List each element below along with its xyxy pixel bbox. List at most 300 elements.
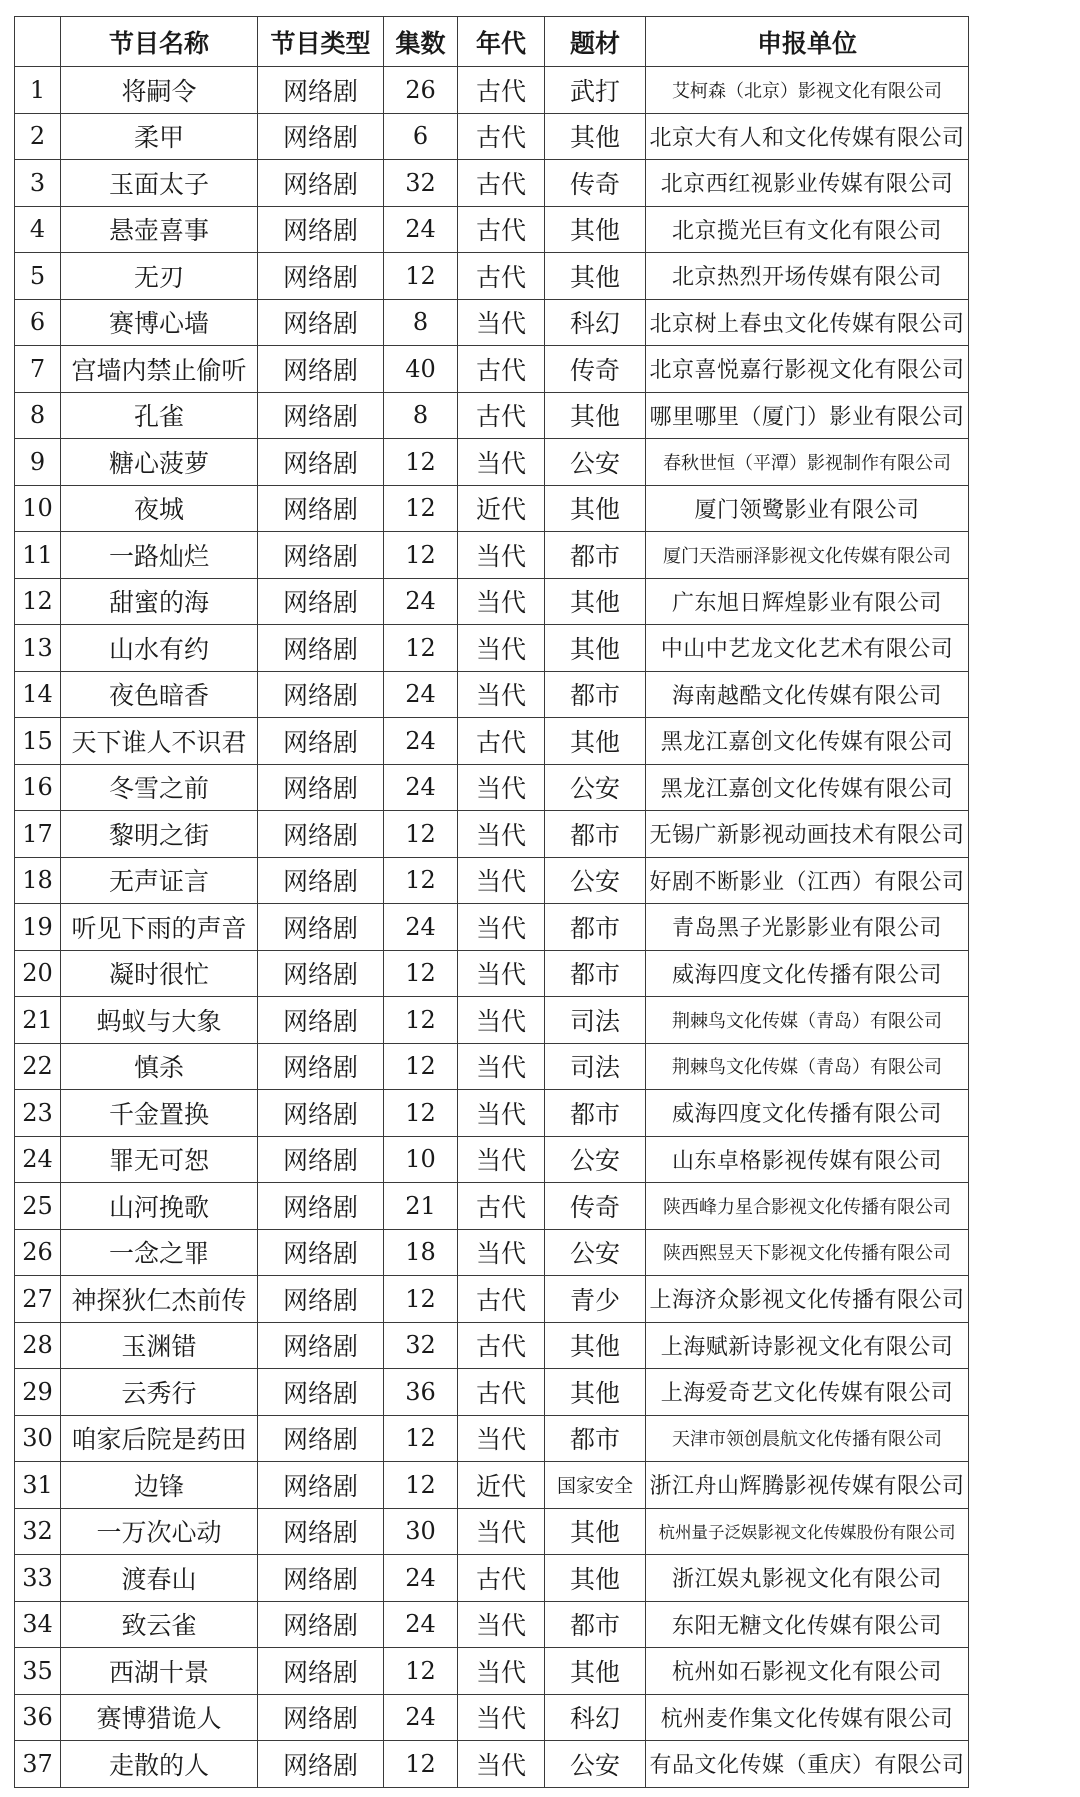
cell-index: 9	[15, 439, 61, 486]
cell-program-type: 网络剧	[258, 1741, 384, 1788]
cell-era: 当代	[458, 1741, 545, 1788]
cell-program-name: 神探狄仁杰前传	[61, 1276, 258, 1323]
cell-episodes: 12	[384, 625, 458, 672]
cell-episodes: 8	[384, 392, 458, 439]
cell-episodes: 12	[384, 532, 458, 579]
cell-organization: 上海爱奇艺文化传媒有限公司	[646, 1369, 969, 1416]
cell-program-type: 网络剧	[258, 1601, 384, 1648]
cell-program-name: 糖心菠萝	[61, 439, 258, 486]
cell-episodes: 12	[384, 1276, 458, 1323]
table-row	[15, 160, 969, 207]
cell-organization: 荆棘鸟文化传媒（青岛）有限公司	[646, 1043, 969, 1090]
cell-theme: 其他	[545, 392, 646, 439]
cell-organization: 浙江舟山辉腾影视传媒有限公司	[646, 1462, 969, 1509]
cell-index: 24	[15, 1136, 61, 1183]
cell-program-type: 网络剧	[258, 1555, 384, 1602]
cell-organization: 北京树上春虫文化传媒有限公司	[646, 299, 969, 346]
cell-program-type: 网络剧	[258, 253, 384, 300]
cell-program-type: 网络剧	[258, 206, 384, 253]
cell-program-type: 网络剧	[258, 1043, 384, 1090]
cell-episodes: 24	[384, 904, 458, 951]
cell-program-type: 网络剧	[258, 160, 384, 207]
cell-program-type: 网络剧	[258, 1136, 384, 1183]
table-row	[15, 439, 969, 486]
cell-program-name: 柔甲	[61, 113, 258, 160]
cell-program-name: 赛博心墙	[61, 299, 258, 346]
table-row	[15, 1508, 969, 1555]
cell-index: 29	[15, 1369, 61, 1416]
cell-episodes: 40	[384, 346, 458, 393]
cell-program-type: 网络剧	[258, 857, 384, 904]
cell-index: 37	[15, 1741, 61, 1788]
cell-index: 16	[15, 764, 61, 811]
cell-episodes: 12	[384, 1741, 458, 1788]
cell-organization: 海南越酷文化传媒有限公司	[646, 671, 969, 718]
cell-era: 近代	[458, 485, 545, 532]
cell-era: 当代	[458, 299, 545, 346]
cell-program-name: 无刃	[61, 253, 258, 300]
cell-program-name: 无声证言	[61, 857, 258, 904]
cell-program-name: 蚂蚁与大象	[61, 997, 258, 1044]
cell-program-name: 罪无可恕	[61, 1136, 258, 1183]
cell-era: 古代	[458, 1276, 545, 1323]
cell-index: 33	[15, 1555, 61, 1602]
cell-era: 当代	[458, 997, 545, 1044]
cell-episodes: 12	[384, 811, 458, 858]
cell-organization: 东阳无糖文化传媒有限公司	[646, 1601, 969, 1648]
cell-era: 当代	[458, 904, 545, 951]
cell-organization: 上海济众影视文化传播有限公司	[646, 1276, 969, 1323]
cell-program-name: 赛博猎诡人	[61, 1694, 258, 1741]
cell-index: 21	[15, 997, 61, 1044]
cell-theme: 公安	[545, 857, 646, 904]
cell-theme: 都市	[545, 904, 646, 951]
cell-program-type: 网络剧	[258, 1090, 384, 1137]
cell-program-type: 网络剧	[258, 67, 384, 114]
cell-organization: 北京西红视影业传媒有限公司	[646, 160, 969, 207]
cell-organization: 艾柯森（北京）影视文化有限公司	[646, 67, 969, 114]
header-program-type: 节目类型	[258, 17, 384, 67]
cell-program-type: 网络剧	[258, 1508, 384, 1555]
cell-episodes: 12	[384, 997, 458, 1044]
cell-episodes: 30	[384, 1508, 458, 1555]
cell-program-name: 宫墙内禁止偷听	[61, 346, 258, 393]
cell-program-name: 西湖十景	[61, 1648, 258, 1695]
header-organization: 申报单位	[646, 17, 969, 67]
cell-program-type: 网络剧	[258, 625, 384, 672]
table-row	[15, 997, 969, 1044]
cell-era: 古代	[458, 392, 545, 439]
cell-program-name: 听见下雨的声音	[61, 904, 258, 951]
cell-index: 17	[15, 811, 61, 858]
table-row	[15, 1741, 969, 1788]
cell-era: 当代	[458, 1415, 545, 1462]
cell-program-type: 网络剧	[258, 811, 384, 858]
cell-episodes: 24	[384, 1694, 458, 1741]
cell-index: 14	[15, 671, 61, 718]
cell-theme: 都市	[545, 950, 646, 997]
cell-program-name: 孔雀	[61, 392, 258, 439]
cell-program-name: 边锋	[61, 1462, 258, 1509]
cell-theme: 其他	[545, 206, 646, 253]
cell-era: 当代	[458, 1090, 545, 1137]
cell-organization: 厦门天浩丽泽影视文化传媒有限公司	[646, 532, 969, 579]
cell-theme: 都市	[545, 1090, 646, 1137]
cell-era: 古代	[458, 1322, 545, 1369]
cell-organization: 厦门领鹭影业有限公司	[646, 485, 969, 532]
cell-organization: 北京热烈开场传媒有限公司	[646, 253, 969, 300]
cell-index: 22	[15, 1043, 61, 1090]
table-row	[15, 950, 969, 997]
cell-era: 古代	[458, 206, 545, 253]
cell-index: 31	[15, 1462, 61, 1509]
cell-episodes: 24	[384, 1601, 458, 1648]
table-row	[15, 253, 969, 300]
cell-episodes: 12	[384, 857, 458, 904]
cell-era: 当代	[458, 439, 545, 486]
cell-program-name: 玉面太子	[61, 160, 258, 207]
table-row	[15, 485, 969, 532]
cell-episodes: 12	[384, 1648, 458, 1695]
cell-index: 13	[15, 625, 61, 672]
table-row	[15, 299, 969, 346]
table-row	[15, 1555, 969, 1602]
table-row	[15, 1694, 969, 1741]
table-row	[15, 206, 969, 253]
table-row	[15, 671, 969, 718]
cell-program-type: 网络剧	[258, 1183, 384, 1230]
table-row	[15, 857, 969, 904]
cell-episodes: 12	[384, 1043, 458, 1090]
cell-index: 26	[15, 1229, 61, 1276]
table-row	[15, 1415, 969, 1462]
cell-theme: 青少	[545, 1276, 646, 1323]
header-episodes: 集数	[384, 17, 458, 67]
cell-theme: 其他	[545, 1555, 646, 1602]
cell-era: 当代	[458, 1229, 545, 1276]
cell-episodes: 32	[384, 1322, 458, 1369]
cell-theme: 科幻	[545, 1694, 646, 1741]
cell-era: 古代	[458, 160, 545, 207]
cell-organization: 青岛黑子光影影业有限公司	[646, 904, 969, 951]
cell-organization: 杭州如石影视文化有限公司	[646, 1648, 969, 1695]
cell-organization: 北京喜悦嘉行影视文化有限公司	[646, 346, 969, 393]
cell-program-type: 网络剧	[258, 1694, 384, 1741]
cell-index: 7	[15, 346, 61, 393]
cell-organization: 上海赋新诗影视文化有限公司	[646, 1322, 969, 1369]
cell-program-type: 网络剧	[258, 1369, 384, 1416]
cell-program-name: 致云雀	[61, 1601, 258, 1648]
cell-index: 10	[15, 485, 61, 532]
cell-program-type: 网络剧	[258, 1229, 384, 1276]
cell-episodes: 26	[384, 67, 458, 114]
header-theme: 题材	[545, 17, 646, 67]
cell-index: 32	[15, 1508, 61, 1555]
header-era: 年代	[458, 17, 545, 67]
cell-index: 20	[15, 950, 61, 997]
table-row	[15, 811, 969, 858]
cell-episodes: 6	[384, 113, 458, 160]
cell-theme: 武打	[545, 67, 646, 114]
cell-episodes: 24	[384, 671, 458, 718]
cell-index: 36	[15, 1694, 61, 1741]
cell-episodes: 10	[384, 1136, 458, 1183]
cell-theme: 公安	[545, 439, 646, 486]
cell-episodes: 18	[384, 1229, 458, 1276]
cell-index: 35	[15, 1648, 61, 1695]
cell-program-name: 一万次心动	[61, 1508, 258, 1555]
cell-episodes: 24	[384, 206, 458, 253]
cell-program-type: 网络剧	[258, 1322, 384, 1369]
cell-index: 4	[15, 206, 61, 253]
cell-theme: 其他	[545, 1369, 646, 1416]
cell-organization: 天津市领创晨航文化传播有限公司	[646, 1415, 969, 1462]
cell-era: 当代	[458, 671, 545, 718]
table-row	[15, 625, 969, 672]
cell-program-type: 网络剧	[258, 718, 384, 765]
cell-index: 2	[15, 113, 61, 160]
cell-episodes: 24	[384, 718, 458, 765]
header-index	[15, 17, 61, 67]
cell-episodes: 12	[384, 1090, 458, 1137]
cell-era: 古代	[458, 1369, 545, 1416]
table-row	[15, 718, 969, 765]
cell-theme: 其他	[545, 625, 646, 672]
cell-theme: 其他	[545, 718, 646, 765]
cell-theme: 都市	[545, 532, 646, 579]
cell-index: 1	[15, 67, 61, 114]
cell-organization: 杭州麦作集文化传媒有限公司	[646, 1694, 969, 1741]
cell-episodes: 8	[384, 299, 458, 346]
cell-era: 古代	[458, 253, 545, 300]
cell-episodes: 24	[384, 764, 458, 811]
cell-theme: 都市	[545, 1415, 646, 1462]
cell-theme: 公安	[545, 1136, 646, 1183]
cell-program-name: 天下谁人不识君	[61, 718, 258, 765]
cell-program-name: 将嗣令	[61, 67, 258, 114]
cell-era: 当代	[458, 1694, 545, 1741]
cell-program-type: 网络剧	[258, 439, 384, 486]
cell-era: 当代	[458, 578, 545, 625]
cell-theme: 公安	[545, 1229, 646, 1276]
cell-era: 当代	[458, 811, 545, 858]
cell-theme: 科幻	[545, 299, 646, 346]
cell-theme: 公安	[545, 1741, 646, 1788]
cell-program-name: 千金置换	[61, 1090, 258, 1137]
cell-program-name: 夜城	[61, 485, 258, 532]
cell-program-name: 慎杀	[61, 1043, 258, 1090]
cell-index: 3	[15, 160, 61, 207]
cell-organization: 广东旭日辉煌影业有限公司	[646, 578, 969, 625]
cell-theme: 其他	[545, 113, 646, 160]
cell-theme: 国家安全	[545, 1462, 646, 1509]
cell-era: 古代	[458, 718, 545, 765]
cell-organization: 有品文化传媒（重庆）有限公司	[646, 1741, 969, 1788]
cell-program-name: 玉渊错	[61, 1322, 258, 1369]
cell-program-name: 夜色暗香	[61, 671, 258, 718]
cell-program-name: 一念之罪	[61, 1229, 258, 1276]
cell-index: 30	[15, 1415, 61, 1462]
cell-era: 古代	[458, 346, 545, 393]
cell-organization: 北京揽光巨有文化有限公司	[646, 206, 969, 253]
cell-episodes: 24	[384, 1555, 458, 1602]
cell-index: 19	[15, 904, 61, 951]
cell-program-name: 渡春山	[61, 1555, 258, 1602]
cell-episodes: 12	[384, 950, 458, 997]
cell-theme: 都市	[545, 671, 646, 718]
cell-program-type: 网络剧	[258, 1462, 384, 1509]
cell-organization: 浙江娱丸影视文化有限公司	[646, 1555, 969, 1602]
cell-era: 当代	[458, 1648, 545, 1695]
table-row	[15, 67, 969, 114]
cell-era: 古代	[458, 67, 545, 114]
cell-theme: 司法	[545, 1043, 646, 1090]
table-row	[15, 1136, 969, 1183]
cell-program-type: 网络剧	[258, 113, 384, 160]
cell-episodes: 24	[384, 578, 458, 625]
cell-program-name: 甜蜜的海	[61, 578, 258, 625]
cell-program-type: 网络剧	[258, 346, 384, 393]
table-row	[15, 392, 969, 439]
cell-index: 28	[15, 1322, 61, 1369]
program-table	[14, 16, 969, 1788]
cell-index: 6	[15, 299, 61, 346]
table-row	[15, 1229, 969, 1276]
cell-theme: 都市	[545, 811, 646, 858]
cell-organization: 北京大有人和文化传媒有限公司	[646, 113, 969, 160]
cell-episodes: 12	[384, 1462, 458, 1509]
cell-index: 8	[15, 392, 61, 439]
cell-organization: 山东卓格影视传媒有限公司	[646, 1136, 969, 1183]
cell-episodes: 12	[384, 485, 458, 532]
cell-program-name: 咱家后院是药田	[61, 1415, 258, 1462]
table-row	[15, 1462, 969, 1509]
cell-era: 当代	[458, 950, 545, 997]
cell-era: 当代	[458, 1043, 545, 1090]
cell-episodes: 21	[384, 1183, 458, 1230]
cell-index: 15	[15, 718, 61, 765]
cell-program-type: 网络剧	[258, 299, 384, 346]
cell-program-name: 走散的人	[61, 1741, 258, 1788]
cell-organization: 中山中艺龙文化艺术有限公司	[646, 625, 969, 672]
cell-program-name: 凝时很忙	[61, 950, 258, 997]
table-row	[15, 1183, 969, 1230]
cell-episodes: 12	[384, 1415, 458, 1462]
cell-era: 当代	[458, 532, 545, 579]
table-row	[15, 578, 969, 625]
cell-theme: 其他	[545, 253, 646, 300]
cell-program-type: 网络剧	[258, 532, 384, 579]
cell-organization: 春秋世恒（平潭）影视制作有限公司	[646, 439, 969, 486]
cell-index: 34	[15, 1601, 61, 1648]
cell-program-type: 网络剧	[258, 764, 384, 811]
cell-theme: 其他	[545, 1648, 646, 1695]
cell-era: 古代	[458, 1555, 545, 1602]
table-row	[15, 532, 969, 579]
cell-index: 23	[15, 1090, 61, 1137]
cell-program-type: 网络剧	[258, 1415, 384, 1462]
cell-era: 当代	[458, 1508, 545, 1555]
cell-program-type: 网络剧	[258, 950, 384, 997]
cell-index: 5	[15, 253, 61, 300]
cell-program-type: 网络剧	[258, 904, 384, 951]
cell-era: 古代	[458, 1183, 545, 1230]
header-program-name: 节目名称	[61, 17, 258, 67]
cell-theme: 其他	[545, 1508, 646, 1555]
cell-organization: 哪里哪里（厦门）影业有限公司	[646, 392, 969, 439]
cell-episodes: 12	[384, 253, 458, 300]
cell-organization: 无锡广新影视动画技术有限公司	[646, 811, 969, 858]
cell-theme: 公安	[545, 764, 646, 811]
cell-organization: 杭州量子泛娱影视文化传媒股份有限公司	[646, 1508, 969, 1555]
cell-organization: 陕西峰力星合影视文化传播有限公司	[646, 1183, 969, 1230]
table-row	[15, 1322, 969, 1369]
table-row	[15, 1090, 969, 1137]
cell-program-type: 网络剧	[258, 392, 384, 439]
cell-organization: 陕西熙昱天下影视文化传播有限公司	[646, 1229, 969, 1276]
header-row	[15, 17, 969, 67]
cell-organization: 黑龙江嘉创文化传媒有限公司	[646, 718, 969, 765]
cell-program-type: 网络剧	[258, 671, 384, 718]
table-row	[15, 1601, 969, 1648]
table-row	[15, 113, 969, 160]
cell-program-type: 网络剧	[258, 485, 384, 532]
cell-program-type: 网络剧	[258, 1648, 384, 1695]
cell-era: 当代	[458, 625, 545, 672]
cell-theme: 传奇	[545, 160, 646, 207]
cell-program-name: 冬雪之前	[61, 764, 258, 811]
table-row	[15, 1043, 969, 1090]
cell-program-name: 悬壶喜事	[61, 206, 258, 253]
cell-program-type: 网络剧	[258, 578, 384, 625]
cell-era: 古代	[458, 113, 545, 160]
table-row	[15, 1276, 969, 1323]
cell-era: 当代	[458, 764, 545, 811]
cell-era: 当代	[458, 857, 545, 904]
cell-era: 近代	[458, 1462, 545, 1509]
cell-index: 25	[15, 1183, 61, 1230]
table-row	[15, 346, 969, 393]
cell-index: 27	[15, 1276, 61, 1323]
cell-episodes: 36	[384, 1369, 458, 1416]
cell-theme: 司法	[545, 997, 646, 1044]
cell-index: 18	[15, 857, 61, 904]
cell-theme: 其他	[545, 1322, 646, 1369]
cell-program-name: 山河挽歌	[61, 1183, 258, 1230]
cell-program-name: 黎明之街	[61, 811, 258, 858]
cell-program-name: 山水有约	[61, 625, 258, 672]
cell-theme: 其他	[545, 485, 646, 532]
cell-index: 11	[15, 532, 61, 579]
cell-theme: 其他	[545, 578, 646, 625]
cell-episodes: 32	[384, 160, 458, 207]
table-row	[15, 904, 969, 951]
cell-era: 当代	[458, 1136, 545, 1183]
cell-program-type: 网络剧	[258, 997, 384, 1044]
cell-organization: 黑龙江嘉创文化传媒有限公司	[646, 764, 969, 811]
cell-organization: 威海四度文化传播有限公司	[646, 1090, 969, 1137]
cell-organization: 威海四度文化传播有限公司	[646, 950, 969, 997]
cell-theme: 传奇	[545, 346, 646, 393]
cell-theme: 传奇	[545, 1183, 646, 1230]
cell-index: 12	[15, 578, 61, 625]
cell-program-type: 网络剧	[258, 1276, 384, 1323]
cell-theme: 都市	[545, 1601, 646, 1648]
table-row	[15, 1369, 969, 1416]
cell-era: 当代	[458, 1601, 545, 1648]
cell-episodes: 12	[384, 439, 458, 486]
table-row	[15, 764, 969, 811]
